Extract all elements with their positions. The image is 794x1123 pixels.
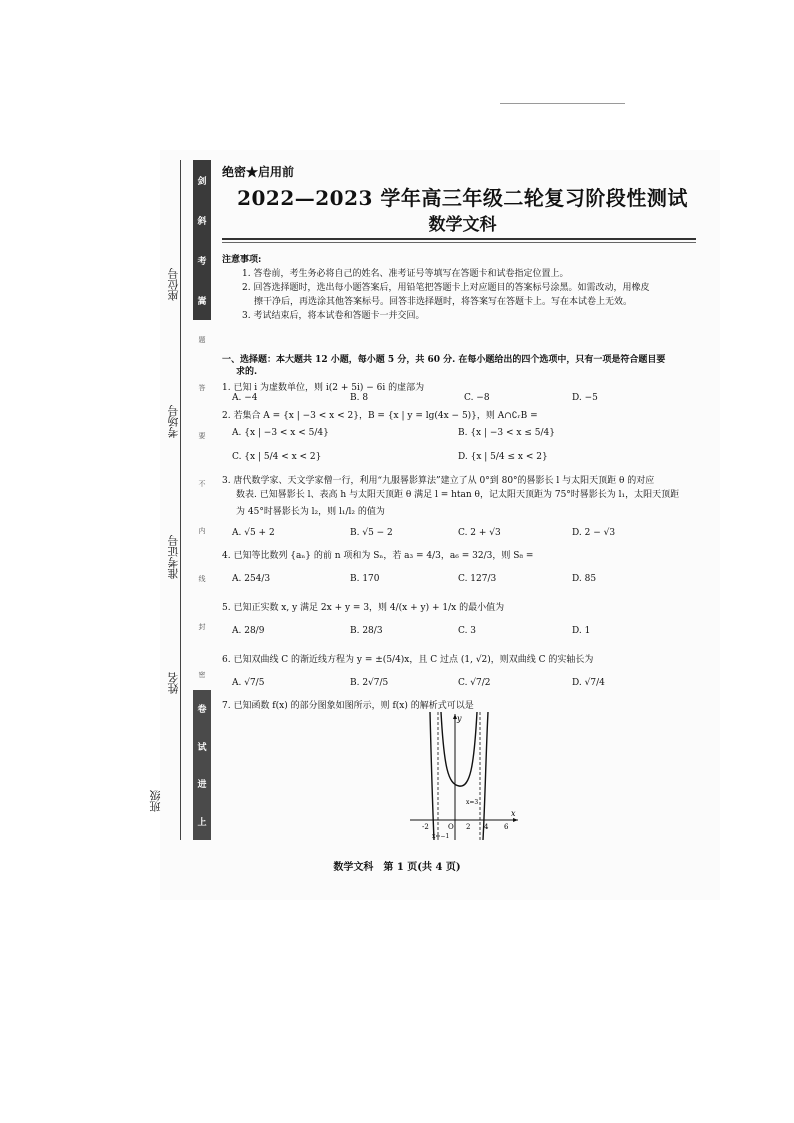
- option-c: C. √7/2: [458, 678, 491, 688]
- question-5: 5. 已知正实数 x, y 满足 2x + y = 3，则 4/(x + y) + 1/x 的最小值为: [222, 603, 505, 613]
- strip-char: 剑: [197, 176, 207, 187]
- x-axis-arrow: [513, 818, 518, 822]
- instructions: [222, 254, 702, 324]
- option-d: D. √7/4: [572, 678, 605, 688]
- instruction-item: 擦干净后，再选涂其他答案标号。回答非选择题时，将答案写在答题卡上。写在本试卷上无效。: [254, 296, 633, 307]
- strip-char: 试: [197, 742, 207, 753]
- option-c: C. 127/3: [458, 574, 497, 584]
- option-d: D. 2 − √3: [572, 528, 616, 538]
- question-4: 4. 已知等比数列 {aₙ} 的前 n 项和为 Sₙ，若 a₃ = 4/3，a₆ = 32/3，则 S₈ =: [222, 551, 534, 561]
- instructions-heading: 注意事项:: [222, 255, 262, 265]
- binding-strip-top: [193, 160, 211, 320]
- option-d: D. 85: [572, 574, 597, 584]
- option-a: A. −4: [232, 393, 258, 403]
- notice-char: 密: [198, 670, 206, 679]
- scan-mark-line: [500, 103, 625, 104]
- option-b: B. 28/3: [350, 626, 383, 636]
- strip-char: 进: [197, 780, 207, 791]
- instruction-item: 2. 回答选择题时，选出每小题答案后，用铅笔把答题卡上对应题目的答案标号涂黑。如需改动，用橡皮: [242, 282, 650, 293]
- option-b: B. √5 − 2: [350, 528, 393, 538]
- option-c: C. −8: [464, 393, 490, 403]
- title-divider-thin: [222, 242, 696, 243]
- seat-number-label: 座位号: [167, 268, 180, 301]
- notice-char: 封: [198, 623, 206, 632]
- y-label: y: [457, 714, 462, 723]
- question-3: 3. 唐代数学家、天文学家僧一行，利用“九服晷影算法”建立了从 0°到 80°的晷影长 l 与太阳天顶距 θ 的对应: [222, 476, 655, 486]
- curve-middle-branch: [441, 712, 477, 786]
- question-2: 2. 若集合 A = {x | −3 < x < 2}，B = {x | y = lg(4x − 5)}，则 A∩∁ᵣB =: [222, 411, 538, 421]
- question-6: 6. 已知双曲线 C 的渐近线方程为 y = ±(5/4)x，且 C 过点 (1, √2)，则双曲线 C 的实轴长为: [222, 655, 594, 665]
- option-a: A. 254/3: [232, 574, 271, 584]
- confidential-mark: 绝密★启用前: [222, 165, 295, 179]
- tick-label: 6: [504, 823, 509, 831]
- strip-char: 上: [197, 817, 207, 828]
- seal-line-notice: [196, 335, 208, 680]
- tick-label: 2: [466, 823, 471, 831]
- origin-label: O: [448, 823, 454, 831]
- asymptote-right-label: x=3: [466, 799, 479, 806]
- binding-strip-bottom: [193, 690, 211, 840]
- question-7: 7. 已知函数 f(x) 的部分图象如图所示，则 f(x) 的解析式可以是: [222, 701, 474, 711]
- option-a: A. {x | −3 < x < 5/4}: [232, 428, 329, 438]
- option-a: A. √5 + 2: [232, 528, 275, 538]
- notice-char: 答: [198, 383, 206, 392]
- strip-char: 斜: [197, 216, 207, 227]
- option-b: B. 170: [350, 574, 380, 584]
- strip-char: 嵩: [197, 296, 207, 307]
- question-3-line2: 数表. 已知晷影长 l、表高 h 与太阳天顶距 θ 满足 l = htan θ，记太阳天顶距为 75°时晷影长为 l₁，太阳天顶距: [236, 490, 680, 500]
- option-c: C. 3: [458, 626, 477, 636]
- notice-char: 题: [198, 336, 206, 344]
- title-divider: [222, 238, 696, 240]
- asymptote-left-label: x=−1: [432, 833, 450, 840]
- option-c: C. {x | 5/4 < x < 2}: [232, 452, 322, 462]
- option-b: B. 8: [350, 393, 369, 403]
- page-footer: 数学文科 第 1 页(共 4 页): [333, 862, 461, 873]
- subject-title: 数学文科: [428, 215, 497, 235]
- strip-char: 考: [197, 256, 207, 267]
- option-a: A. √7/5: [232, 678, 265, 688]
- option-c: C. 2 + √3: [458, 528, 501, 538]
- function-graph: [410, 712, 520, 842]
- notice-char: 不: [198, 479, 206, 488]
- instruction-item: 1. 答卷前，考生务必将自己的姓名、准考证号等填写在答题卡和试卷指定位置上。: [242, 268, 569, 279]
- option-d: D. −5: [572, 393, 598, 403]
- strip-char: 卷: [197, 705, 207, 716]
- question-3-line3: 为 45°时晷影长为 l₂，则 l₁/l₂ 的值为: [236, 507, 385, 517]
- tick-label: 4: [484, 823, 489, 831]
- option-a: A. 28/9: [232, 626, 265, 636]
- option-d: D. {x | 5/4 ≤ x < 2}: [458, 452, 548, 462]
- curve-left-branch: [430, 712, 434, 840]
- x-label: x: [511, 809, 516, 818]
- page-title: 2022—2023 学年高三年级二轮复习阶段性测试: [237, 186, 688, 210]
- question-1: 1. 已知 i 为虚数单位，则 i(2 + 5i) − 6i 的虚部为: [222, 383, 425, 393]
- ticket-number-label: 准考证号: [167, 535, 180, 579]
- name-label: 姓名: [167, 672, 180, 694]
- option-d: D. 1: [572, 626, 591, 636]
- section-heading: 一、选择题：本大题共 12 小题，每小题 5 分，共 60 分. 在每小题给出的四个选项中，只有一项是符合题目要: [222, 355, 666, 365]
- option-b: B. {x | −3 < x ≤ 5/4}: [458, 428, 555, 438]
- option-b: B. 2√7/5: [350, 678, 389, 688]
- instruction-item: 3. 考试结束后，将本试卷和答题卡一并交回。: [242, 310, 425, 321]
- notice-char: 要: [198, 431, 206, 440]
- class-label: 班级: [149, 790, 162, 812]
- notice-char: 线: [198, 575, 206, 584]
- curve-right-branch: [483, 712, 488, 840]
- section-heading-cont: 求的.: [236, 367, 258, 377]
- exam-room-label: 考场号: [167, 405, 180, 438]
- tick-label: -2: [422, 823, 429, 831]
- notice-char: 内: [198, 527, 206, 536]
